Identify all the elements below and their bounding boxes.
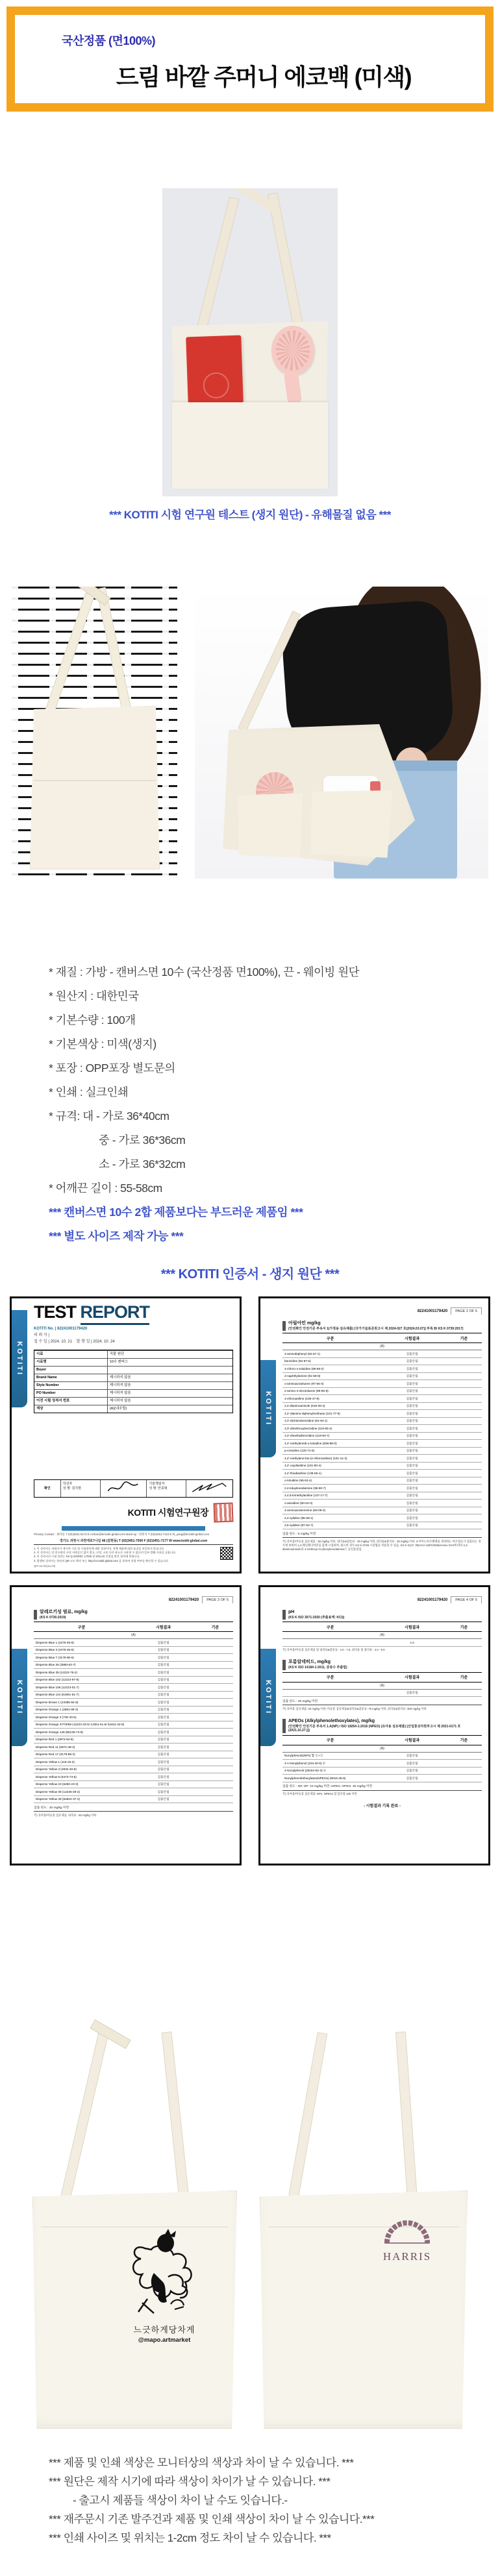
table-row: 2,4-xylidine (95-68-1) 검출안됨 [282, 1514, 482, 1522]
table-row: 4-aminoazobenzene (60-09-3) 검출안됨 [282, 1507, 482, 1515]
table-row: 2,4-diaminoanisole (615-05-4) 검출안됨 [282, 1403, 482, 1411]
kotiti-logo-vertical: KOTITI [16, 1341, 23, 1377]
footer-notes [0, 2453, 500, 2547]
table-row: 4,4'-methylene-bis-(2-chloroaniline) (101-14-4) 검출안됨 [282, 1455, 482, 1463]
spec-line: *** 별도 사이즈 제작 가능 *** [49, 1230, 184, 1243]
brand-name: HARRIS [382, 2250, 432, 2263]
test-report-page4: KOTITI 82241001179420 PAGE 4 OF 5 pH (KS K ISO 3071:2020 (추출용액: KCl)) 구분 시험결과 기준 (A) 4.6 주) 유아용/아동용 섬유제품 및 내의류&잠옷류 : 4.0 - 7.5, 외의류 및 중의류 : 4.0 - 9.0 포름알데히드, mg/kg (KS K ISO 14184-1:2011, 증류수 추출법) 구분 시험결과 기준 (A) 검출안됨 검출 한도 : 20 mg/kg 미만 주) 유아용 섬유제품: 20 mg/kg 이하, 아동용 섬유제품&내의류&잠옷류: 75 mg/kg 이하, 외의류&중의류: 300 mg/kg 이하 APEOs (Alkylphenolethoxylates), mg/kg (안전확인 안전기준 부속서 1.A(NP) / ISO 18254-1:2016 (NPEO) (유아용 섬유제품) [산업통상자원부고시 제 2021-0171 호 (2021.10.27.)]) 구분 시험결과 기준 (A) Nonylphenols(NPs) 합 ①+② 검출안됨 4-n-Nonylphenol (104-40-5) ① 검출안됨 4-Nonylphenol (25154-52-3) ② 검출안됨 Nonylphenolethoxylates(NPEOs) (9016-45-9) 검출안됨 검출 한도 : NP, OP: 10 mg/kg 미만, NPEO, OPEO: 30 mg/kg 미만 주) 유아용/아동용 섬유제품: NPs, NPEOs 합 함유량 100 미만 - 시험결과 기록 완료 - [258, 1585, 490, 1865]
bag-outer-pocket [310, 790, 392, 858]
section-bar [282, 1719, 286, 1733]
test-report-title: TEST REPORT [34, 1302, 233, 1322]
table-row: 2,4-toluylenediamine (95-80-7) 검출안됨 [282, 1485, 482, 1492]
cat-doodle-icon [125, 2226, 203, 2324]
spec-list [0, 964, 500, 1252]
bag-strap [161, 2032, 189, 2200]
table-row: Disperse Yellow 39 (12236-29-2) 검출안됨 [34, 1788, 233, 1796]
page-title: 드림 바깥 주머니 에코백 (미색) [116, 64, 412, 90]
bag-print-logo [371, 2218, 443, 2263]
section-bar [34, 1610, 37, 1620]
bag-strap [60, 2033, 108, 2200]
address-line: 경기도 과천시 과천대로7나길 48 (갈현동) T (02)3451-7000 F (02)3451-7177 W www.kotiti-global.com [34, 1538, 233, 1545]
table-note: 주) 유아용/아동용 섬유제품, 내의류 : 50 mg/kg 이하 [34, 1813, 97, 1817]
section-subtitle: (KS K ISO 3071:2020 (추출용액: KCl)) [288, 1615, 345, 1620]
table-note: 주) 유아용/아동용 섬유제품 및 내의류&잠옷류 : 4.0 - 7.5, 외의류 및 중의류 : 4.0 - 9.0 [282, 1648, 385, 1652]
header-inner [15, 15, 485, 103]
substance-table [282, 1350, 482, 1529]
page-indicator: PAGE 2 OF 5 [451, 1307, 482, 1315]
section-bar [282, 1321, 286, 1331]
bag-strap [42, 592, 95, 722]
spec-line: * 포장 : OPP포장 별도문의 [49, 1062, 175, 1075]
footer-note-line: *** 원단은 제작 시기에 따라 색상이 차이가 날 수 있습니다. *** [49, 2475, 331, 2488]
director-row [34, 1503, 233, 1522]
table-row: Disperse Blue 124 (61951-51-7) 검출안됨 [34, 1692, 233, 1699]
table-row: benzidine (92-87-5) 검출안됨 [282, 1358, 482, 1366]
product-photo-hero [162, 188, 338, 496]
dye-table [34, 1639, 233, 1803]
table-row: Disperse Orange 1 (2581-69-3) 검출안됨 [34, 1707, 233, 1714]
table-row: 4-n-Nonylphenol (104-40-5) ① 검출안됨 [282, 1760, 482, 1768]
section-subtitle: (KS K ISO 14184-1:2011, 증류수 추출법) [288, 1666, 347, 1670]
spec-line: 중 - 가로 36*36cm [99, 1134, 186, 1147]
table-row: 2-naphthylamine (91-59-8) 검출안됨 [282, 1373, 482, 1381]
table-row: Nonylphenols(NPs) 합 ①+② 검출안됨 [282, 1753, 482, 1760]
table-row: Disperse Blue 35 (12222-75-2) 검출안됨 [34, 1669, 233, 1677]
section-title: 포름알데히드, mg/kg [288, 1660, 331, 1665]
report-number: 82241001179420 [417, 1598, 448, 1602]
section-title: APEOs (Alkylphenolethoxylates), mg/kg [288, 1718, 375, 1723]
footer-note-line: *** 제품 및 인쇄 색상은 모니터상의 색상과 차이 날 수 있습니다. *** [49, 2457, 354, 2469]
sample-info-table [34, 1350, 233, 1413]
formaldehyde-result-row: 검출안됨 [282, 1690, 482, 1697]
section-bar [282, 1610, 286, 1620]
bag-strap [395, 2032, 418, 2200]
table-row: Disperse Yellow 3 (2832-40-8) 검출안됨 [34, 1766, 233, 1774]
table-row: 2,6-xylidine (87-62-7) 검출안됨 [282, 1522, 482, 1530]
table-row: Disperse Blue 7 (3179-90-6) 검출안됨 [34, 1654, 233, 1662]
table-row: Disperse Orange 37/76/59 (12223-33-5/ 13301-61-6/ 51811-42-8) 검출안됨 [34, 1721, 233, 1729]
kotiti-logo-vertical: KOTITI [16, 1679, 23, 1716]
spec-line: *** 캔버스면 10수 2합 제품보다는 부드러운 제품임 *** [49, 1206, 303, 1219]
table-row: 3,3'-dichlorobenzidine (91-94-1) 검출안됨 [282, 1418, 482, 1426]
table-row: Disperse Orange 149 (85136-74-9) 검출안됨 [34, 1729, 233, 1736]
bag-print-illustration [109, 2226, 219, 2344]
tech-cell: 기술책임자 성 명: 안종혁 [146, 1480, 186, 1497]
kotiti-tab [12, 1649, 27, 1746]
confirm-cell: 확인 [44, 1487, 51, 1491]
kotiti-tab [260, 1360, 276, 1457]
director-title: KOTITI 시험연구원장 [127, 1507, 208, 1518]
table-row: Disperse Red 11 (2872-48-2) 검출안됨 [34, 1744, 233, 1751]
signature-icon [100, 1480, 147, 1497]
table-row: 3,3'-dimethylbenzidine (119-93-7) 검출안됨 [282, 1433, 482, 1440]
table-row: Disperse Blue 3 (2475-46-9) 검출안됨 [34, 1647, 233, 1655]
contact-line: Primary Contact : 최아름 T (02)3451-6172 E mchan@kr.kotiti-global.com Back-up : 양홍석 T (02)3451-7110 E ht_yang@kr.kotiti-global.com [34, 1532, 210, 1536]
table-row: Brand Name 제시하지 않음 [34, 1374, 232, 1381]
table-row: 이전 시험 성적서 번호 제시하지 않음 [34, 1397, 232, 1405]
report-meta: KOTITI No. | 82241001179420 의 뢰 자 | 접 수 일 | 2024. 10. 21 발 행 일 | 2024. 10. 24 [34, 1327, 115, 1344]
section-subtitle: (안전확인 안전기준 부속서 1.A(NP) / ISO 18254-1:2016 (NPEO) (유아용 섬유제품) [산업통상자원부고시 제 2021-0171 호 (2021.10.27.)]) [288, 1724, 461, 1733]
kotiti-logo-vertical: KOTITI [264, 1679, 272, 1716]
spec-line: * 기본색상 : 미색(생지) [49, 1038, 156, 1051]
section-subtitle: (KS K 0736:2019) [40, 1615, 66, 1620]
section-title: 알레르기성 염료, mg/kg [40, 1610, 88, 1614]
footnote-line: 3. 이 성적서의 시험 결과는 KS Q ISO/IEC 17025 및 KOLAS 인정을 받은 항목에 한합니다. [34, 1555, 140, 1559]
table-row: Buyer [34, 1366, 232, 1374]
table-note: 주) 유아용/아동용 섬유제품 : 30 mg/kg 이하, 내의류&잠옷류 : 30 mg/kg 이하, 외의류&중의류 : 30 mg/kg 이하. 4-아미노아조벤젠을 생성하는 아조염료가 검출되는 경우에 한하여 1,4-페닐렌디아민을 함께 시험하며, 필요한 경우 KS K 0739 시험법을 적용할 수 있음. KS K 0147, REACH 1907/2006/Annex XVII에 따라 2,4-diaminoanisole과 4-methoxy-m-phenylenediamine은 동일물질임. [282, 1539, 481, 1551]
table-row: Disperse Red 1 (2872-52-8) 검출안됨 [34, 1736, 233, 1744]
brick-arch-icon [381, 2218, 433, 2246]
bag-strap [288, 2032, 328, 2200]
footnote-line: 4. 발행된 성적서는 하단의 QR 코드 확인 또는 http://cs.kotiti-global.com 을 통하여 진위 여부를 확인할 수 있습니다. [34, 1559, 169, 1562]
kotiti-logo-vertical: KOTITI [264, 1391, 272, 1427]
domestic-genuine-badge: 국산정품 (면100%) [62, 34, 155, 47]
table-row: Disperse Blue 102 (12222-97-8) 검출안됨 [34, 1677, 233, 1684]
section-title: 아릴아민 mg/kg [288, 1321, 321, 1326]
bag-strap [197, 197, 239, 328]
table-row: 2,4,5-trimethylaniline (137-17-7) 검출안됨 [282, 1492, 482, 1500]
product-photo-printed-bag-left [32, 2032, 237, 2429]
product-photo-front [12, 587, 177, 879]
table-row: 4,4'-diamino-diphenylmethane (101-77-9) 검출안됨 [282, 1410, 482, 1418]
report-footnotes [34, 1547, 216, 1563]
bag-outer-pocket [238, 793, 303, 858]
red-seal-icon [213, 1502, 233, 1522]
table-row: Disperse Yellow 1 (119-15-3) 검출안됨 [34, 1758, 233, 1766]
bag-print-caption: 느긋하게당차게 [133, 2325, 195, 2335]
detection-limit: 검출 한도 : 20 mg/kg 미만 [282, 1697, 482, 1705]
header-banner [6, 6, 494, 112]
table-row: Disperse Yellow 49 (54824-37-2) 검출안됨 [34, 1796, 233, 1804]
test-report-page1 [10, 1296, 242, 1574]
printed-bags-row [0, 2032, 500, 2429]
report-closing-line: - 시험결과 기록 완료 - [363, 1804, 401, 1809]
table-row: 4-chloro-o-toluidine (95-69-2) 검출안됨 [282, 1365, 482, 1373]
table-row: o-aminoazotoluene (97-56-3) 검출안됨 [282, 1380, 482, 1388]
bag-strap [96, 587, 134, 725]
footer-note-line: *** 재주문시 기존 발주건과 제품 및 인쇄 색상이 차이 날 수 있습니다.*** [49, 2513, 375, 2525]
table-row: 4,4'-methylenedi-o-toluidine (838-88-0) 검출안됨 [282, 1440, 482, 1448]
table-row: 4-aminobiphenyl (92-67-1) 검출안됨 [282, 1350, 482, 1358]
table-note: 주) 유아용/아동용 섬유제품: NPs, NPEOs 합 함유량 100 미만 [282, 1792, 357, 1796]
table-row: 2-amino-4-nitrotoluene (99-55-8) 검출안됨 [282, 1388, 482, 1396]
footer-note-line: *** 인쇄 사이즈 및 위치는 1-2cm 정도 차이 날 수 있습니다. *** [49, 2532, 331, 2544]
form-number: QPI-16-03(rev.02) [34, 1564, 56, 1568]
table-row: Style Number 제시하지 않음 [34, 1381, 232, 1389]
section-bar [282, 1660, 286, 1670]
page-indicator: PAGE 3 OF 5 [202, 1596, 233, 1603]
table-row: Disperse Blue 1 (2475-45-8) 검출안됨 [34, 1639, 233, 1647]
footnote-line: 2. 이 성적서는 당 연구원의 사전 서면승인 없이 광고, 선전, 소송 등의 용도로 사용할 수 없으며 일부 발췌 사용을 금합니다. [34, 1551, 177, 1555]
product-photo-model [195, 587, 488, 879]
table-row: Disperse Yellow 23 (6250-23-3) 검출안됨 [34, 1781, 233, 1789]
kotiti-test-caption: *** KOTITI 시험 연구원 테스트 (생지 원단) - 유해물질 없음 *** [109, 509, 391, 521]
photo-row [0, 587, 500, 879]
certificate-grid [0, 1296, 500, 1865]
report-number: 82241001179420 [417, 1309, 448, 1313]
table-row: 색상 (A)(내추럴) [34, 1405, 232, 1413]
table-row: 4-Nonylphenol (25154-52-3) ② 검출안됨 [282, 1768, 482, 1775]
bag-front-pocket [172, 402, 328, 489]
table-row: Disperse Orange 3 (730-40-5) 검출안됨 [34, 1714, 233, 1721]
bag-body [30, 706, 160, 869]
table-row: 4-chloroaniline (106-47-8) 검출안됨 [282, 1395, 482, 1403]
table-header: 구분 시험결과 기준 [34, 1622, 233, 1632]
pink-handheld-fan [271, 326, 314, 375]
bag-strap [268, 192, 305, 331]
table-row: 4,4'-thiodianiline (139-65-1) 검출안됨 [282, 1470, 482, 1477]
table-row: 4,4'-oxydianiline (101-80-4) 검출안됨 [282, 1463, 482, 1470]
apeo-table [282, 1753, 482, 1782]
footnote-line: 1. 이 성적서는 의뢰자가 제시한 시료 및 시험항목에 대한 결과이며, 전체 제품에 대한 품질을 보증하지 않습니다. [34, 1546, 165, 1550]
divider-bar [62, 1526, 205, 1531]
product-photo-printed-bag-right [260, 2032, 468, 2429]
signature-table [34, 1479, 233, 1498]
table-row: Disperse Blue 106 (12223-01-7) 검출안됨 [34, 1684, 233, 1692]
detection-limit: 검출 한도 : NP, OP: 10 mg/kg 미만, NPEO, OPEO: 30 mg/kg 미만 [282, 1782, 482, 1791]
bag-seam [34, 780, 156, 781]
test-report-page2 [258, 1296, 490, 1574]
signature-icon [186, 1480, 232, 1497]
sample-id: (A) [282, 1343, 482, 1350]
writer-cell: 작성자 성 명: 김지현 [60, 1480, 100, 1497]
table-row: 3,3'-dimethoxybenzidine (119-90-4) 검출안됨 [282, 1425, 482, 1433]
spec-line: * 규격: 대 - 가로 36*40cm [49, 1110, 169, 1123]
spec-line: * 기본수량 : 100개 [49, 1014, 136, 1027]
bag-strap-fold [234, 188, 277, 212]
table-row: o-anisidine (90-04-0) 검출안됨 [282, 1500, 482, 1507]
table-row: PO Number 제시하지 않음 [34, 1389, 232, 1397]
spec-line: * 재질 : 가방 - 캔버스면 10수 (국산정품 면100%), 끈 - 웨이빙 원단 [49, 966, 360, 978]
detection-limit: 검출 한도 : 5 mg/kg 미만 [282, 1529, 482, 1538]
table-row: Nonylphenolethoxylates(NPEOs) (9016-45-9) 검출안됨 [282, 1775, 482, 1782]
footer-note-line: - 출고시 제품들 색상이 차이 날 수도 잇습니다.- [73, 2494, 288, 2507]
qr-code-icon [220, 1547, 233, 1560]
spec-line: 소 - 가로 36*32cm [99, 1158, 186, 1171]
table-row: Disperse Blue 26 (3860-63-7) 검출안됨 [34, 1662, 233, 1670]
kotiti-tab [12, 1310, 27, 1407]
page-indicator: PAGE 4 OF 5 [451, 1596, 482, 1603]
sample-id: (A) [34, 1632, 233, 1639]
spec-line: * 어깨끈 길이 : 55-58cm [49, 1182, 162, 1195]
table-row: Disperse Yellow 9 (6373-73-5) 검출안됨 [34, 1773, 233, 1781]
kotiti-tab [260, 1649, 276, 1746]
bag-print-handle: @mapo.artmarket [138, 2337, 191, 2344]
cert-section-title: *** KOTITI 인증서 - 생지 원단 *** [160, 1267, 340, 1282]
section-subtitle: (안전확인 안전기준 부속서 1(가정용 섬유제품) [국가기술표준원고시 제 2024-027 호(2024.03.07)] 부록 B/ KS K 0739:2017) [288, 1326, 464, 1331]
spec-line: * 원산지 : 대한민국 [49, 990, 139, 1002]
report-number: 82241001179420 [168, 1598, 199, 1602]
test-report-page3 [10, 1585, 242, 1865]
table-row: 시료명 10수 캔버스 [34, 1358, 232, 1366]
table-row: Disperse Brown 1 (23355-64-8) 검출안됨 [34, 1699, 233, 1707]
table-row: 시료 직물 원단 [34, 1350, 232, 1358]
table-row: o-toluidine (95-53-4) 검출안됨 [282, 1477, 482, 1485]
section-title: pH [288, 1610, 295, 1614]
ph-result-row: 4.6 [282, 1639, 482, 1647]
detection-limit: 검출 한도 : 20 mg/kg 미만 [34, 1803, 233, 1812]
table-row: Disperse Red 17 (3179-89-3) 검출안됨 [34, 1751, 233, 1759]
spec-line: * 인쇄 : 실크인쇄 [49, 1086, 129, 1099]
table-note: 주) 유아용 섬유제품: 20 mg/kg 이하, 아동용 섬유제품&내의류&잠옷류: 75 mg/kg 이하, 외의류&중의류: 300 mg/kg 이하 [282, 1707, 427, 1710]
table-header: 구분 시험결과 기준 [282, 1333, 482, 1343]
table-row: p-cresidine (120-71-8) 검출안됨 [282, 1448, 482, 1455]
red-notebook [186, 335, 244, 405]
